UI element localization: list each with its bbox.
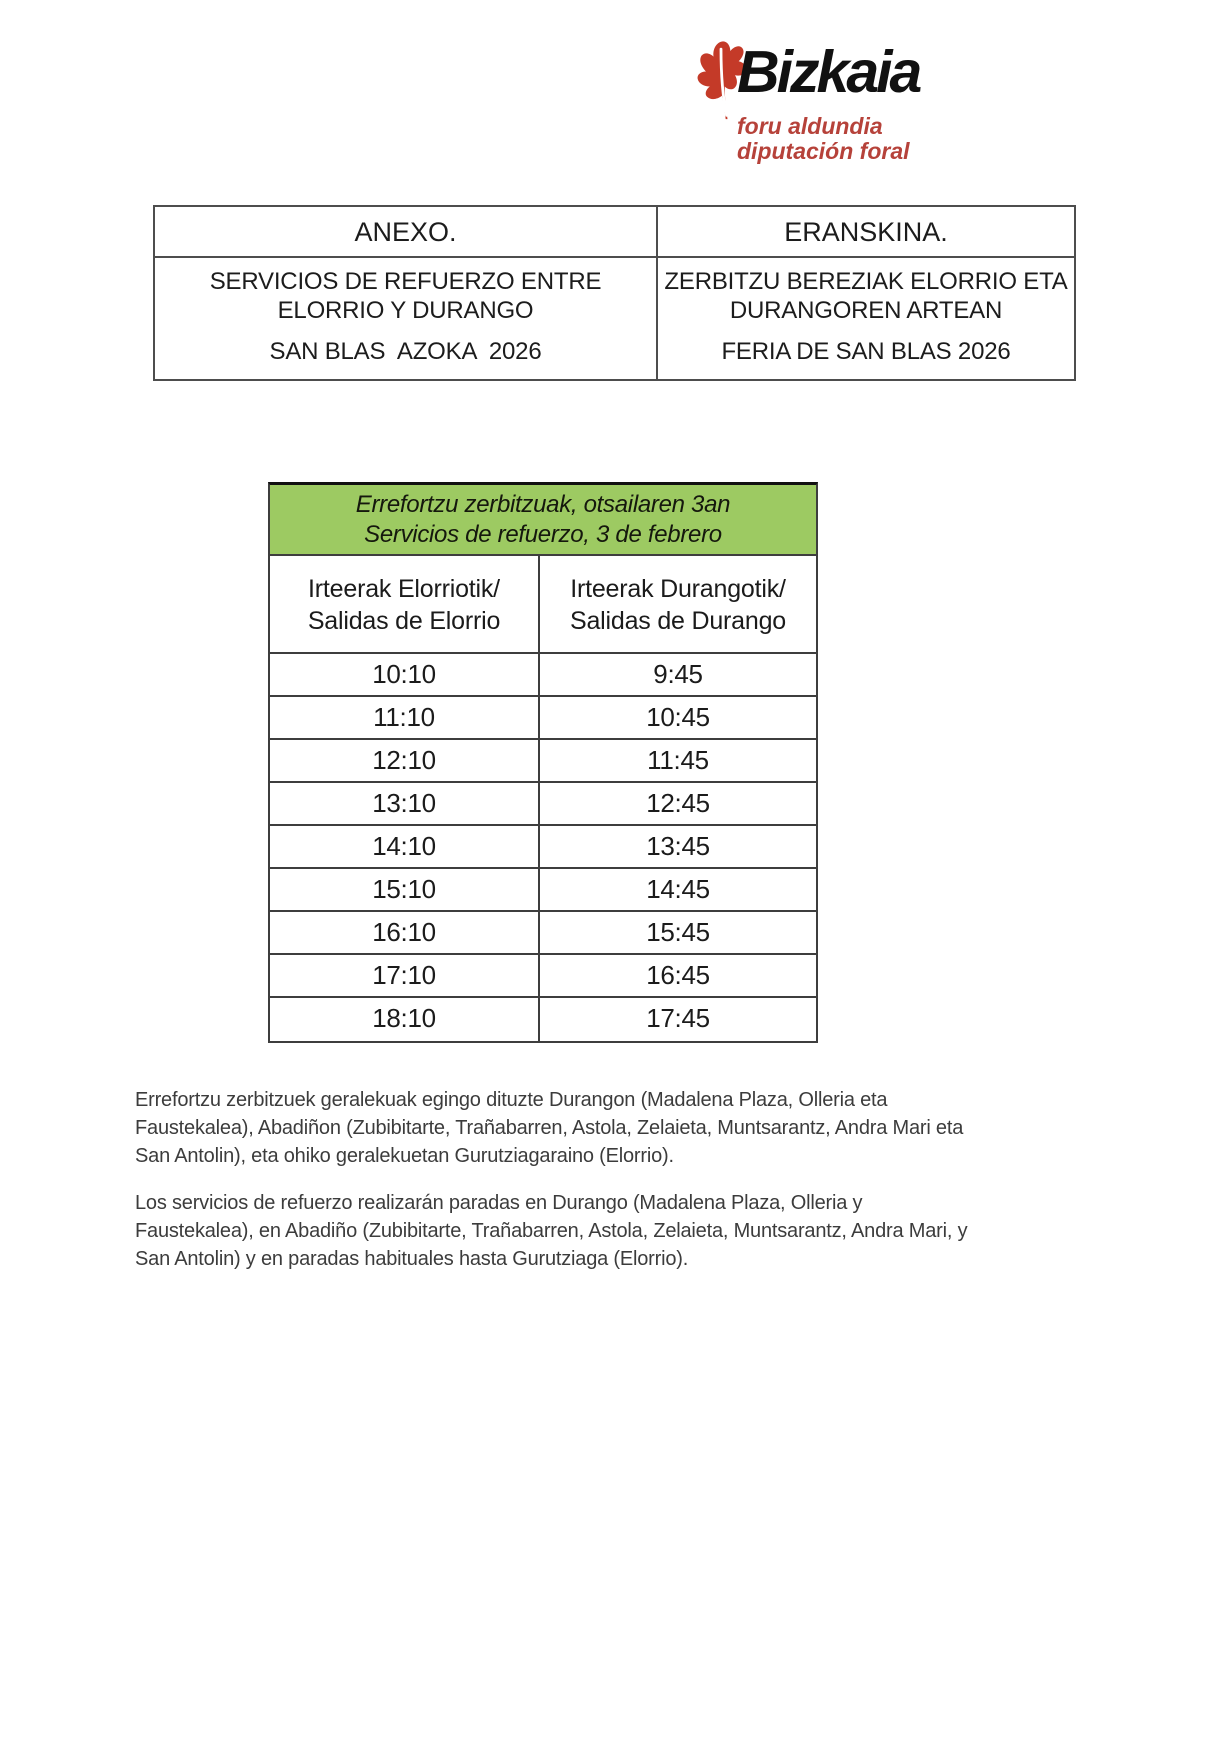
departure-durango: 16:45 [646, 960, 710, 990]
annex-title-basque: ERANSKINA. [658, 207, 1074, 258]
departure-elorrio: 16:10 [270, 912, 540, 953]
schedule-row [270, 826, 816, 869]
annex-event-basque: FERIA DE SAN BLAS 2026 [721, 338, 1011, 365]
departure-durango: 13:45 [646, 831, 710, 861]
annex-header-table [153, 205, 1076, 381]
departure-durango: 17:45 [646, 1003, 710, 1033]
departure-elorrio: 12:10 [270, 740, 540, 781]
column-header-elorrio: Irteerak Elorriotik/ Salidas de Elorrio [270, 556, 540, 652]
schedule-header-spanish: Servicios de refuerzo, 3 de febrero [364, 521, 722, 548]
schedule-table-header [270, 485, 816, 556]
schedule-table [268, 482, 818, 1043]
annex-subtitle-basque-line2: DURANGOREN ARTEAN [729, 297, 1003, 324]
departure-durango: 14:45 [646, 874, 710, 904]
departure-elorrio: 14:10 [270, 826, 540, 867]
annex-body-basque [658, 258, 1074, 379]
annex-event-spanish: SAN BLAS AZOKA 2026 [269, 338, 542, 365]
departure-durango: 12:45 [646, 788, 710, 818]
bizkaia-logo [693, 36, 1013, 166]
schedule-header-basque: Errefortzu zerbitzuak, otsailaren 3an [355, 491, 731, 518]
departure-elorrio: 11:10 [270, 697, 540, 738]
departure-elorrio: 18:10 [270, 998, 540, 1041]
annex-title-spanish: ANEXO. [155, 207, 658, 258]
schedule-row [270, 869, 816, 912]
annex-subtitle-basque-line1: ZERBITZU BEREZIAK ELORRIO ETA [664, 268, 1068, 295]
schedule-row [270, 740, 816, 783]
schedule-row [270, 783, 816, 826]
departure-durango: 15:45 [646, 917, 710, 947]
logo-subtitle-basque: foru aldundia [737, 113, 883, 139]
annex-body-spanish [155, 258, 658, 379]
schedule-row [270, 912, 816, 955]
logo-subtitle [737, 114, 910, 164]
departure-elorrio: 15:10 [270, 869, 540, 910]
logo-subtitle-spanish: diputación foral [737, 138, 910, 164]
schedule-row [270, 998, 816, 1041]
bizkaia-wordmark: Bizkaia [737, 39, 920, 105]
departure-elorrio: 17:10 [270, 955, 540, 996]
notes-section [135, 1086, 973, 1273]
departure-elorrio: 13:10 [270, 783, 540, 824]
departure-elorrio: 10:10 [270, 654, 540, 695]
note-spanish: Los servicios de refuerzo realizarán paradas en Durango (Madalena Plaza, Olleria y Faustekalea), en Abadiño (Zubibitarte, Trañabarren, Astola, Zelaieta, Muntsarantz, Andra Mari, y San Antolin) y en paradas habituales hasta Gurutziaga (Elorrio). [135, 1192, 968, 1270]
schedule-row [270, 697, 816, 740]
note-basque: Errefortzu zerbitzuek geralekuak egingo dituzte Durangon (Madalena Plaza, Olleria eta Faustekalea), Abadiñon (Zubibitarte, Trañabarren, Astola, Zelaieta, Muntsarantz, Andra Mari eta San Antolin), eta ohiko geralekuetan Gurutziagaraino (Elorrio). [135, 1089, 964, 1167]
departure-durango: 9:45 [653, 659, 703, 689]
schedule-row [270, 654, 816, 697]
departure-durango: 11:45 [647, 745, 709, 775]
column-header-durango: Irteerak Durangotik/ Salidas de Durango [570, 575, 786, 635]
annex-subtitle-spanish-line2: ELORRIO Y DURANGO [277, 297, 534, 324]
schedule-row [270, 955, 816, 998]
schedule-column-headers [270, 556, 816, 654]
annex-subtitle-spanish-line1: SERVICIOS DE REFUERZO ENTRE [209, 268, 602, 295]
departure-durango: 10:45 [646, 702, 710, 732]
